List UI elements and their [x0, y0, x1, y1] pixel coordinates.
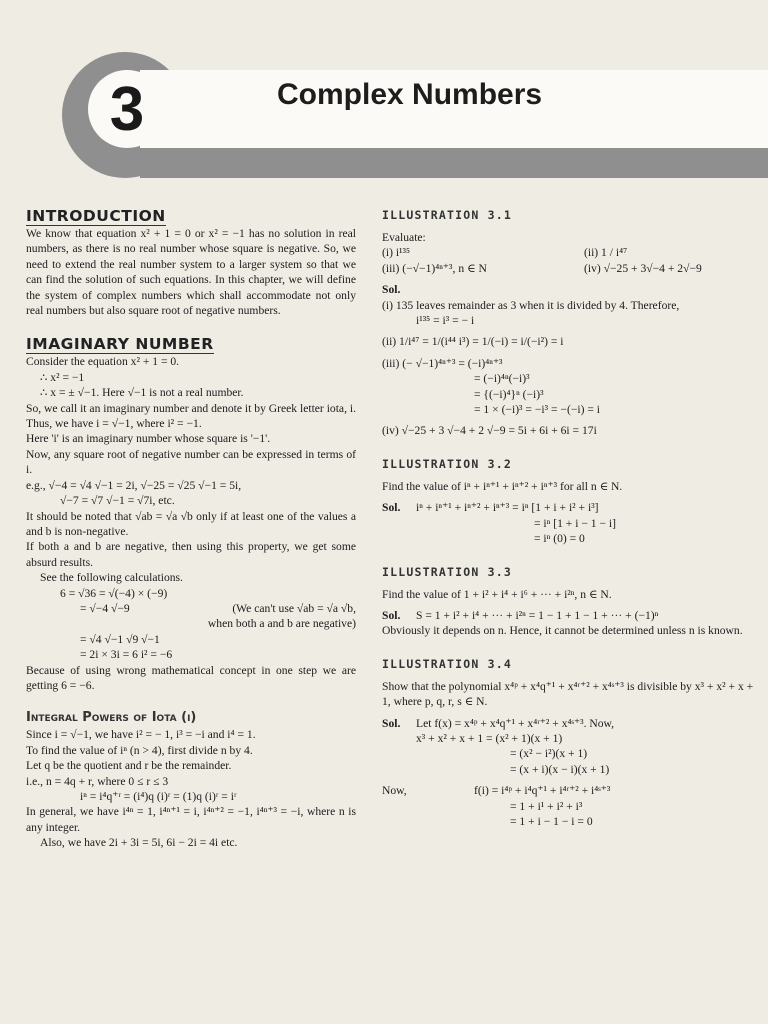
ill4-sol-row: [382, 716, 754, 731]
ill2-sol-row: [382, 500, 754, 515]
iota-line: To find the value of iⁿ (n > 4), first divide n by 4.: [26, 743, 253, 757]
imag-line: If both a and b are negative, then using this property, we get some absurd results.: [26, 540, 356, 569]
iota-line: iⁿ = i⁴q⁺ʳ = (i⁴)q (i)ʳ = (1)q (i)ʳ = iʳ: [80, 790, 237, 803]
illustration-3-1-title: ILLUSTRATION 3.1: [382, 208, 512, 222]
ill4-now-row: [382, 783, 754, 798]
ill1-line: (ii) 1/i⁴⁷ = 1/(i⁴⁴ i³) = 1/(−i) = i/(−i²) = i: [382, 335, 564, 349]
ill1-line: i¹³⁵ = i³ = − i: [416, 314, 475, 328]
imag-line: Thus, we have i = √−1, where i² = −1.: [26, 417, 202, 431]
intro-paragraph: We know that equation x² + 1 = 0 or x² = −1 has no solution in real numbers, as there is no real number whose square is negative. So, we need to extend the real number system to a larger system so that we can find the solution of such equations. In this chapter, we will define the system of complex numbers which shall accommodate not only real numbers but also square root of negative numbers.: [26, 227, 356, 318]
ill1-part: (iii) (−√−1)⁴ⁿ⁺³, n ∈ N: [382, 261, 487, 275]
ill4-line: x³ + x² + x + 1 = (x² + 1)(x + 1): [416, 731, 563, 745]
ill4-now-line: = 1 + i − 1 − i = 0: [510, 814, 593, 828]
illustration-3-4-title: ILLUSTRATION 3.4: [382, 656, 512, 671]
imag-line: It should be noted that √ab = √a √b only if at least one of the values a and b is non-negative.: [26, 509, 356, 538]
ill1-line: (iv) √−25 + 3 √−4 + 2 √−9 = 5i + 6i + 6i = 17i: [382, 424, 597, 438]
ill1-line: (iii) (− √−1)⁴ⁿ⁺³ = (−i)⁴ⁿ⁺³: [382, 356, 503, 370]
ill2-line: = iⁿ (0) = 0: [534, 532, 585, 546]
ill3-sol-label: Sol.: [382, 608, 401, 622]
imag-line: So, we call it an imaginary number and denote it by Greek letter iota, i.: [26, 401, 356, 415]
iota-line: Let q be the quotient and r be the remainder.: [26, 759, 232, 773]
imag-line: (We can't use √ab = √a √b,: [232, 601, 356, 615]
ill2-line: iⁿ + iⁿ⁺¹ + iⁿ⁺² + iⁿ⁺³ = iⁿ [1 + i + i² + i³]: [416, 501, 599, 515]
ill4-line: Let f(x) = x⁴ᵖ + x⁴q⁺¹ + x⁴ʳ⁺² + x⁴ˢ⁺³. Now,: [416, 716, 615, 730]
chapter-title: Complex Numbers: [277, 78, 543, 111]
ill4-now-line: f(i) = i⁴ᵖ + i⁴q⁺¹ + i⁴ʳ⁺² + i⁴ˢ⁺³: [474, 784, 611, 798]
iota-line: In general, we have i⁴ⁿ = 1, i⁴ⁿ⁺¹ = i, i⁴ⁿ⁺² = −1, i⁴ⁿ⁺³ = −i, where n is any integer.: [26, 805, 356, 834]
imag-line: = √−4 √−9: [80, 601, 130, 615]
ill3-sol-row: [382, 608, 754, 623]
ill4-now-label: Now,: [382, 784, 407, 798]
section-heading-introduction: INTRODUCTION: [26, 207, 166, 225]
imag-line: when both a and b are negative): [207, 617, 356, 631]
ill1-part: (iv) √−25 + 3√−4 + 2√−9: [584, 261, 702, 275]
imag-line: 6 = √36 = √(−4) × (−9): [60, 586, 168, 600]
chapter-number: 3: [88, 70, 166, 148]
section-heading-imaginary-number: IMAGINARY NUMBER: [26, 335, 214, 354]
imag-line: √−7 = √7 √−1 = √7i, etc.: [60, 494, 175, 508]
chapter-banner-shadow: [140, 148, 768, 178]
imag-line: ∴ x² = −1: [40, 370, 85, 384]
iota-line: i.e., n = 4q + r, where 0 ≤ r ≤ 3: [26, 774, 169, 788]
imag-line: = √4 √−1 √9 √−1: [80, 632, 160, 646]
ill4-sol-label: Sol.: [382, 716, 401, 730]
imag-line: e.g., √−4 = √4 √−1 = 2i, √−25 = √25 √−1 = 5i,: [26, 478, 242, 492]
imag-line: Now, any square root of negative number can be expressed in terms of i.: [26, 447, 356, 477]
ill1-parts-row-1: [382, 245, 754, 260]
ill2-sol-label: Sol.: [382, 501, 401, 515]
ill2-question: Find the value of iⁿ + iⁿ⁺¹ + iⁿ⁺² + iⁿ⁺³ for all n ∈ N.: [382, 479, 623, 493]
illustration-3-3-title: ILLUSTRATION 3.3: [382, 564, 512, 579]
ill3-question: Find the value of 1 + i² + i⁴ + i⁶ + ··· + i²ⁿ, n ∈ N.: [382, 587, 612, 601]
ill1-line: = (−i)⁴ⁿ(−i)³: [474, 372, 530, 386]
imag-line: See the following calculations.: [40, 571, 183, 585]
ill1-line: = 1 × (−i)³ = −i³ = −(−i) = i: [474, 403, 601, 417]
ill1-part: (i) i¹³⁵: [382, 246, 411, 260]
imag-line: = 2i × 3i = 6 i² = −6: [80, 648, 173, 662]
ill3-line: Obviously it depends on n. Hence, it cannot be determined unless n is known.: [382, 624, 743, 638]
ill4-line: = (x² − i²)(x + 1): [510, 747, 588, 761]
iota-line: Also, we have 2i + 3i = 5i, 6i − 2i = 4i etc.: [40, 836, 238, 850]
imag-line: Here 'i' is an imaginary number whose square is '−1'.: [26, 432, 271, 446]
ill1-part: (ii) 1 / i⁴⁷: [584, 246, 628, 260]
illustration-3-2-title: ILLUSTRATION 3.2: [382, 456, 512, 471]
ill1-evaluate: Evaluate:: [382, 231, 426, 244]
imag-line: Consider the equation x² + 1 = 0.: [26, 355, 180, 369]
imag-line: Because of using wrong mathematical concept in one step we are getting 6 = −6.: [26, 663, 356, 692]
left-column: [26, 206, 356, 851]
ill1-line: (i) 135 leaves remainder as 3 when it is divided by 4. Therefore,: [382, 298, 680, 312]
ill4-line: = (x + i)(x − i)(x + 1): [510, 762, 610, 776]
ill1-line: = {(−i)⁴}ⁿ (−i)³: [474, 387, 544, 401]
iota-line: Since i = √−1, we have i² = − 1, i³ = −i and i⁴ = 1.: [26, 728, 256, 742]
ill1-sol-label: Sol.: [382, 283, 401, 297]
ill4-question: Show that the polynomial x⁴ᵖ + x⁴q⁺¹ + x⁴ʳ⁺² + x⁴ˢ⁺³ is divisible by x³ + x² + x + 1, where p, q, r, s ∈ N.: [382, 679, 754, 709]
section-heading-integral-powers: Integral Powers of Iota (i): [26, 710, 197, 726]
ill4-now-line: = 1 + i¹ + i² + i³: [510, 799, 583, 813]
right-column: [382, 206, 754, 829]
ill2-line: = iⁿ [1 + i − 1 − i]: [534, 516, 616, 530]
ill3-line: S = 1 + i² + i⁴ + ··· + i²ⁿ = 1 − 1 + 1 − 1 + ··· + (−1)ⁿ: [416, 608, 659, 622]
ill1-parts-row-2: [382, 261, 754, 276]
imag-calc-row: [26, 601, 356, 616]
imag-line: ∴ x = ± √−1. Here √−1 is not a real number.: [40, 386, 244, 400]
